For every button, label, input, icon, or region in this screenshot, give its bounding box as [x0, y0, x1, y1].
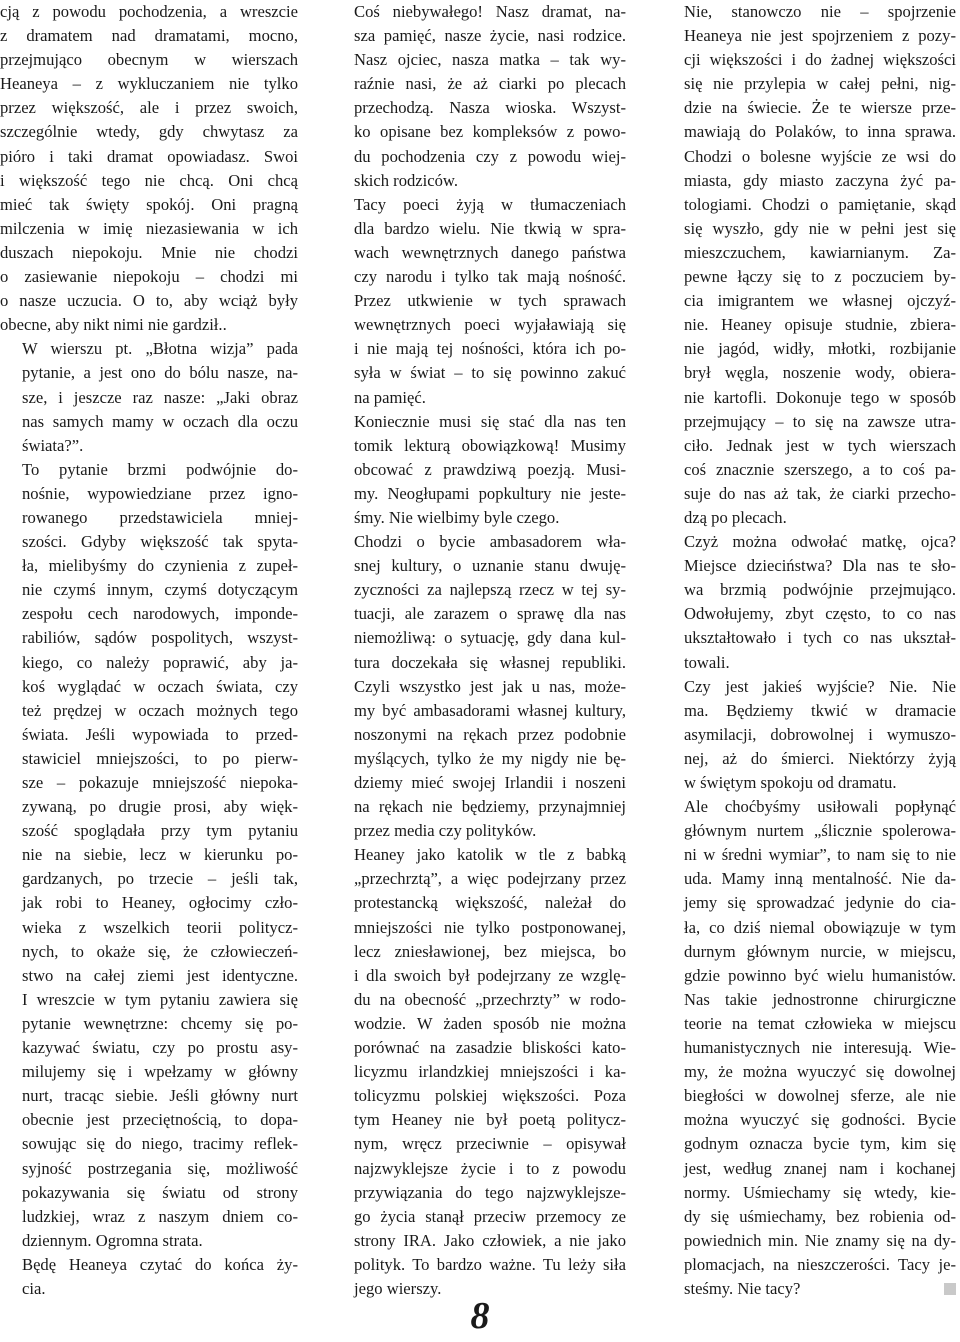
text-line: zespołu cech narodowych, imponde- [22, 604, 298, 624]
column-2 [332, 0, 626, 1301]
column-1 [0, 0, 298, 1301]
text-line: dziemy mieć swojej Irlandii i noszeni [354, 773, 626, 792]
page-number: 8 [470, 1295, 490, 1337]
text-line: Chodzi o bolesne wyjście ze wsi do [684, 146, 956, 166]
text-line: świata. Jeśli wypowiada to przed- [22, 724, 298, 744]
text-line: my być ambasadorami własnej kultury, [354, 700, 626, 720]
text-line: na pamięć. [354, 387, 426, 407]
text-line: śmy. Nie wielbimy byle czego. [354, 507, 560, 527]
text-line: nej, aż do śmierci. Niektórzy żyją [684, 748, 956, 768]
text-line: dy się uśmiechamy, bez robienia od- [684, 1206, 956, 1226]
text-line: milujemy się i wpełzamy w główny [22, 1062, 298, 1082]
text-line: plomacjach, na nieszczerości. Tacy je- [684, 1254, 956, 1274]
text-line: przez większość, ale i przez swoich, [0, 98, 298, 118]
text-line: o nasze uczucia. O to, aby wciąż były [0, 291, 298, 311]
text-line: ni w średni wymiar”, to nam się to nie [684, 845, 956, 865]
text-line: ła, co dziś niemal obowiązuje w tym [684, 917, 956, 937]
text-line: „przechrztą”, a więc podejrzany przez [354, 869, 626, 889]
text-line: Czyli wszystko jest jak u nas, może- [354, 676, 626, 696]
text-line: czy narodu i tylko tak mają nośność. [354, 267, 626, 287]
text-line: szość spoglądała przy tym pytaniu [22, 821, 298, 841]
text-line: jego wierszy. [354, 1278, 442, 1298]
text-line: wodzie. W żaden sposób nie można [354, 1013, 626, 1033]
text-line: się nie przylepia w całej pełni, nig- [684, 74, 956, 94]
text-line: mniejszości nie tylko postponowanej, [354, 917, 626, 937]
text-line: nośnie, wypowiedziane przez igno- [22, 483, 298, 503]
paragraph [332, 410, 626, 530]
text-line: brył węgla, noszenie wody, obiera- [684, 363, 956, 383]
text-line: noszonymi na rękach przez podobnie [354, 724, 626, 744]
text-line: sowując się do niego, tracimy reflek- [22, 1134, 298, 1154]
text-line: dziennym. Ogromna strata. [22, 1230, 203, 1250]
text-line: Przez utkwienie w tych sprawach [354, 291, 626, 311]
text-line: niemożliwą: o sytuację, gdy dana kul- [354, 628, 626, 648]
text-line: ciło. Jednak jest w tych wierszach [684, 435, 956, 455]
text-line: obcować z prawdziwą poezją. Musi- [354, 459, 626, 479]
text-line: dla bardzo wielu. Nie tkwią w spra- [354, 218, 626, 238]
text-line: go życia stanął przeciw przemocy ze [354, 1206, 626, 1226]
paragraph [662, 795, 956, 1301]
text-line: syła w świat – to się powinno zakuć [354, 363, 626, 383]
text-line: teorie na temat człowieka w miejscu [684, 1013, 956, 1033]
paragraph [332, 843, 626, 1301]
text-line: godnym oznacza bycie tym, kim się [684, 1134, 956, 1154]
text-line: ma. Będziemy tkwić w dramacie [684, 700, 956, 720]
paragraph [0, 458, 298, 1253]
text-line: pióro i taki dramat opowiadasz. Swoi [0, 146, 298, 166]
text-line: stawiciel mniejszości, to po pierw- [22, 748, 298, 768]
text-line: ludzkiej, wraz z naszym dniem co- [22, 1206, 298, 1226]
text-line: nurt, tracąc siebie. Jeśli główny nurt [22, 1086, 298, 1106]
text-line: szości. Gdyby większość tak spyta- [22, 532, 298, 552]
text-line: W wierszu pt. „Błotna wizja” pada [22, 339, 298, 359]
text-line: koś wyglądać w oczach świata, czy [22, 676, 298, 696]
text-line: wa brzmią podwójnie przejmująco. [684, 580, 956, 600]
text-line: świata?”. [22, 435, 84, 455]
text-line: przejmująco obecnym w wierszach [0, 50, 298, 70]
text-line: my. Neogłupami popkultury nie jeste- [354, 483, 626, 503]
text-line: Chodzi o bycie ambasadorem wła- [354, 532, 626, 552]
text-line: snej kultury, o uznanie stanu dwuję- [354, 556, 626, 576]
text-line: pewne łączy się to z poczuciem by- [684, 267, 956, 287]
paragraph [332, 0, 626, 193]
text-line: Nie, stanowczo nie – spojrzenie [684, 2, 956, 21]
text-line: coś znacznie szerszego, a to coś pa- [684, 459, 956, 479]
text-line: Tacy poeci żyją w tłumaczeniach [354, 194, 626, 214]
text-line: nas samych mamy w oczach dla oczu [22, 411, 298, 431]
text-line: w świętym spokoju od dramatu. [684, 773, 897, 792]
paragraph [662, 0, 956, 530]
text-line: Coś niebywałego! Nasz dramat, na- [354, 2, 626, 21]
text-line: biegłości w dowolnej sferze, ale nie [684, 1086, 956, 1106]
text-line: nie czymś innym, czymś dotyczącym [22, 580, 298, 600]
text-line: sze – pokazuje mniejszość niepoka- [22, 773, 298, 792]
text-line: protestancką większość, należał do [354, 893, 626, 913]
text-line: z dramatem nad dramatami, mocno, [0, 26, 298, 46]
text-line: cji większości i do żadnej większości [684, 50, 956, 70]
text-line: nie. Heaney opisuje studnie, zbiera- [684, 315, 956, 335]
end-of-article-square-icon [944, 1283, 956, 1295]
text-line: zywaną, po drugie prosi, aby więk- [22, 797, 298, 817]
text-line: pokazywania się światu od strony [22, 1182, 298, 1202]
column-3 [662, 0, 956, 1301]
text-line: tologiami. Chodzi o pamiętanie, skąd [684, 194, 956, 214]
text-line: my, że można wyuczyć się dowolnej [684, 1062, 956, 1082]
text-line: na rękach nie będziemy, przynajmniej [354, 797, 626, 817]
text-line: To pytanie brzmi podwójnie do- [22, 459, 298, 479]
text-line: szczególnie wtedy, gdy chwytasz za [0, 122, 298, 142]
text-line: ko opisane bez kompleksów z powo- [354, 122, 626, 142]
text-line: mieć tak święty spokój. Oni pragną [0, 194, 298, 214]
text-line: Koniecznie musi się stać dla nas ten [354, 411, 626, 431]
text-line: polityk. To bardzo ważne. Tu leży siła [354, 1254, 626, 1274]
text-line: się wyszło, gdy nie w pełni jest się [684, 218, 956, 238]
text-line: obecne, aby nikt nimi nie gardził.. [0, 315, 227, 335]
text-line: rowanego przedstawiciela mniej- [22, 507, 298, 527]
text-line: i dla swoich był podejrzany ze wzglę- [354, 965, 626, 985]
text-line: jak robi to Heaney, ogłocimy czło- [22, 893, 298, 913]
text-line: wieka z wszelkich teorii politycz- [22, 917, 298, 937]
text-line: humanistycznych nie interesują. Wie- [684, 1038, 956, 1058]
text-line: stwo na całej ziemi jest identyczne. [22, 965, 298, 985]
text-line: pytanie, a jest ono do bólu nasze, na- [22, 363, 298, 383]
paragraph [332, 530, 626, 843]
text-line: Miejsce dzieciństwa? Dla nas te sło- [684, 556, 956, 576]
text-line: tura doczekała się własnej republiki. [354, 652, 626, 672]
text-line: du na obecność „przechrzty” w rodo- [354, 989, 626, 1009]
text-line: Ale choćbyśmy usiłowali popłynąć [684, 797, 956, 817]
text-line: przechodzą. Nasza wioska. Wszyst- [354, 98, 626, 118]
text-line: syjność postrzegania się, możliwość [22, 1158, 298, 1178]
text-line: normy. Uśmiechamy się wtedy, kie- [684, 1182, 956, 1202]
text-line: gdzie powinno być wielu humanistów. [684, 965, 956, 985]
text-line: towali. [684, 652, 730, 672]
paragraph [662, 675, 956, 795]
text-line: ukształtowało i tych co nas ukształ- [684, 628, 956, 648]
text-line: Heaneya nie jest spojrzeniem z pozy- [684, 26, 956, 46]
text-line: o zasiewanie niepokoju – chodzi mi [0, 267, 298, 287]
text-line: Heaneya – z wykluczaniem nie tylko [0, 74, 298, 94]
text-line: dzą po plecach. [684, 507, 787, 527]
text-line: zyczności za najlepszą rzecz w tej sy- [354, 580, 626, 600]
text-line: nym, wręcz przeciwnie – opisywał [354, 1134, 626, 1154]
text-line: kiego, co należy poprawić, aby ja- [22, 652, 298, 672]
text-line: Czy jest jakieś wyjście? Nie. Nie [684, 676, 956, 696]
text-line: strony IRA. Jako człowiek, a nie jako [354, 1230, 626, 1250]
text-line: rabiliów, sądów pospolitych, wszyst- [22, 628, 298, 648]
text-line: tolicyzmu polskiej większości. Poza [354, 1086, 626, 1106]
text-line: uda. Mamy inną mentalność. Nie da- [684, 869, 956, 889]
text-line: gardzanych, po trzecie – jeśli tak, [22, 869, 298, 889]
text-line: tuacji, ale zarazem o sprawę dla nas [354, 604, 626, 624]
text-line: cją z powodu pochodzenia, a wreszcie [0, 2, 298, 21]
text-line: wach wewnętrznych danego państwa [354, 242, 626, 262]
paragraph [662, 530, 956, 675]
text-line: nie na siebie, lecz w kierunku po- [22, 845, 298, 865]
text-line: ła, mielibyśmy do czynienia z zupeł- [22, 556, 298, 576]
text-line: steśmy. Nie tacy? [662, 1277, 956, 1301]
text-line: najzwyklejsze życie i to z powodu [354, 1158, 626, 1178]
text-line: tym Heaney nie był poetą politycz- [354, 1110, 626, 1130]
text-line: tomik lekturą obowiązkową! Musimy [354, 435, 626, 455]
text-line: sze, i jeszcze raz nasze: „Jaki obraz [22, 387, 298, 407]
text-line: skich rodziców. [354, 170, 458, 190]
text-line: powiednich min. Nie znamy się na dy- [684, 1230, 956, 1250]
text-line: głównym nurtem „ślicznie spolerowa- [684, 821, 956, 841]
text-line: licyzmu irlandzkiej mniejszości i ka- [354, 1062, 626, 1082]
text-line: I wreszcie w tym pytaniu zawiera się [22, 989, 298, 1009]
text-line: cia. [22, 1278, 46, 1298]
text-line: Czyż można odwołać matkę, ojca? [684, 532, 956, 552]
text-line: suje do nas aż tak, że ciarki przecho- [684, 483, 956, 503]
text-line: myślących, tylko że my nigdy nie bę- [354, 748, 626, 768]
text-line: raźnie nasi, że aż ciarki po plecach [354, 74, 626, 94]
text-line: cia imigrantem we własnej ojczyź- [684, 291, 956, 311]
text-line: mieszczuchem, kawiarnianym. Za- [684, 242, 956, 262]
text-line: i większość tego nie chcą. Oni chcą [0, 170, 298, 190]
text-line: jemy się sprowadzać jedynie do cia- [684, 893, 956, 913]
text-line: Będę Heaneya czytać do końca ży- [22, 1254, 298, 1274]
text-line: przez media czy polityków. [354, 821, 537, 841]
text-line: porównać na zasadzie bliskości kato- [354, 1038, 626, 1058]
text-line: przywiązania do tego najzwyklejsze- [354, 1182, 626, 1202]
paragraph [0, 1253, 298, 1301]
text-line: asymilacji, dobrowolnej i wymuszo- [684, 724, 956, 744]
paragraph [332, 193, 626, 410]
paragraph [0, 0, 298, 337]
text-line: mawiają do Polaków, to inna sprawa. [684, 122, 956, 142]
text-line: jest, według znanej nam i kochanej [684, 1158, 956, 1178]
text-line: Heaney jako katolik w tle z babką [354, 845, 626, 865]
text-line: pytanie wewnętrzne: chcemy się po- [22, 1013, 298, 1033]
text-line: sza pamięć, nasze życie, nasi rodzice. [354, 26, 626, 46]
paragraph [0, 337, 298, 457]
text-line: i nie mają tej nośności, która ich po- [354, 339, 626, 359]
text-line: Odwołujemy, zbyt często, to co nas [684, 604, 956, 624]
text-line: lecz zniesławionej, bez miejsca, bo [354, 941, 626, 961]
text-line: przejmujący – to się na zawsze utra- [684, 411, 956, 431]
text-line: miasta, gdy miasto zaczyna żyć pa- [684, 170, 956, 190]
text-line: dzie na świecie. Że te wiersze prze- [684, 98, 956, 118]
text-line: durnym głównym nurcie, w miejscu, [684, 941, 956, 961]
text-line: wewnętrznych poeci wyjaławiają się [354, 315, 626, 335]
text-line: duszach niepokoju. Mnie nie chodzi [0, 242, 298, 262]
text-line: milczenia w imię niezasiewania w ich [0, 218, 298, 238]
text-line: du pochodzenia czy z powodu wiej- [354, 146, 626, 166]
text-line: też prędzej w oczach możnych tego [22, 700, 298, 720]
text-line: można wyuczyć się godności. Bycie [684, 1110, 956, 1130]
text-line: nie kartofli. Dokonuje tego w sposób [684, 387, 956, 407]
text-line: kazywać światu, czy po prostu asy- [22, 1038, 298, 1058]
text-line: nych, to okaże się, że człowieczeń- [22, 941, 298, 961]
text-line: Nasz ojciec, nasza matka – tak wy- [354, 50, 626, 70]
text-line: nie jagód, widły, młotki, rozbijanie [684, 339, 956, 359]
text-line: obecnie jest przeciętnością, to dopa- [22, 1110, 298, 1130]
text-line: Nas takie jednostronne chirurgiczne [684, 989, 956, 1009]
